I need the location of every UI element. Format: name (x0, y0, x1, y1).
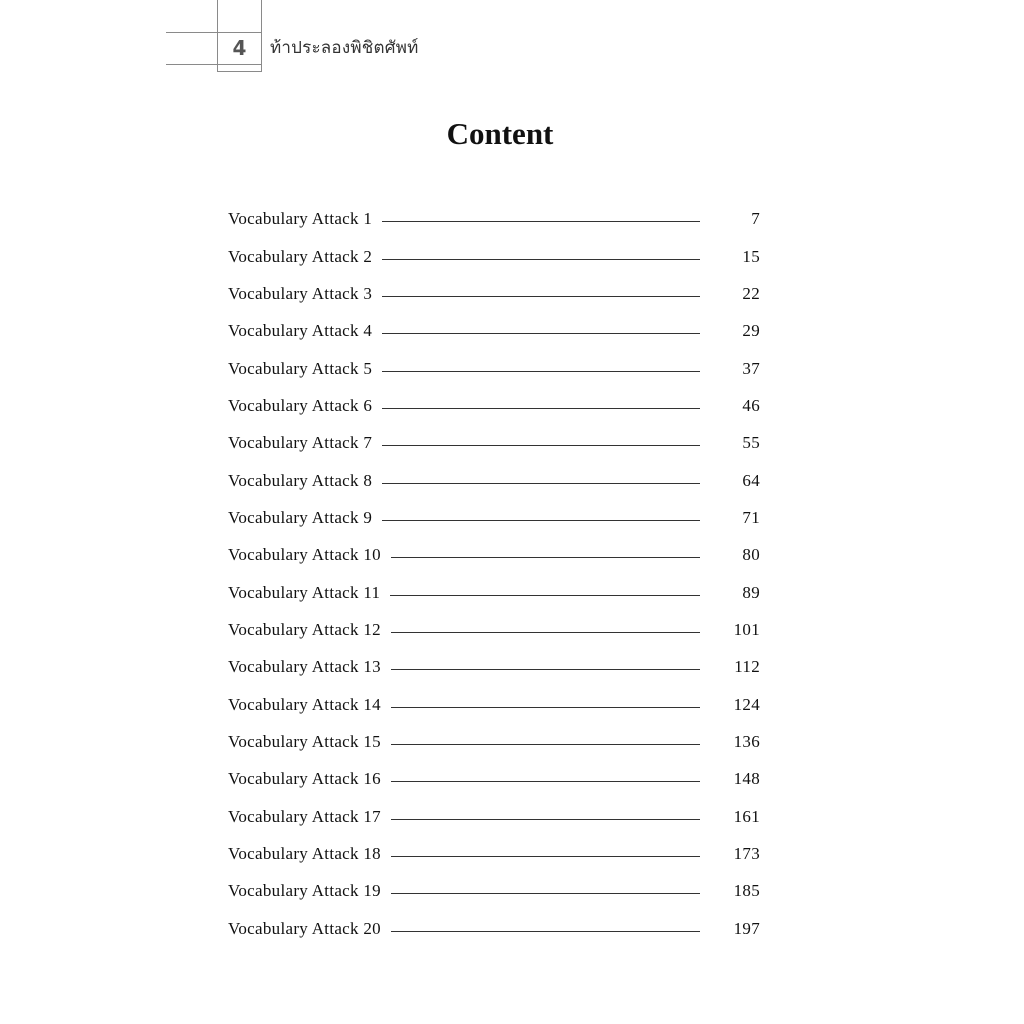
toc-entry-page: 80 (742, 545, 760, 565)
toc-entry-label: Vocabulary Attack 4 (228, 321, 373, 341)
toc-entry-page: 136 (733, 731, 760, 751)
toc-entry-label: Vocabulary Attack 5 (228, 358, 373, 378)
toc-entry-page: 148 (733, 769, 760, 789)
toc-entry-15 (228, 723, 760, 760)
toc-entry-label: Vocabulary Attack 8 (228, 470, 373, 490)
toc-entry-label: Vocabulary Attack 18 (228, 844, 381, 864)
toc-entry-label: Vocabulary Attack 11 (228, 582, 381, 602)
toc-entry-label: Vocabulary Attack 17 (228, 806, 381, 826)
toc-entry-9 (228, 499, 760, 536)
toc-entry-4 (228, 312, 760, 349)
toc-entry-page: 71 (742, 507, 760, 527)
toc-leader-line (391, 856, 700, 857)
toc-leader-line (382, 408, 700, 409)
toc-entry-14 (228, 685, 760, 722)
toc-entry-page: 112 (734, 657, 760, 677)
toc-leader-line (391, 819, 700, 820)
toc-entry-label: Vocabulary Attack 7 (228, 433, 373, 453)
toc-entry-page: 55 (742, 433, 760, 453)
header-box-base (217, 71, 262, 72)
header-rule-bottom (166, 64, 262, 65)
toc-entry-page: 101 (733, 619, 760, 639)
page-title: Content (446, 116, 554, 151)
toc-entry-10 (228, 536, 760, 573)
toc-entry-label: Vocabulary Attack 12 (228, 619, 381, 639)
toc-entry-8 (228, 461, 760, 498)
toc-entry-label: Vocabulary Attack 19 (228, 881, 381, 901)
toc-leader-line (382, 483, 700, 484)
toc-entry-page: 173 (733, 844, 760, 864)
toc-entry-12 (228, 611, 760, 648)
toc-entry-page: 37 (742, 358, 760, 378)
toc-entry-label: Vocabulary Attack 3 (228, 283, 373, 303)
toc-entry-2 (228, 237, 760, 274)
toc-entry-13 (228, 648, 760, 685)
toc-entry-5 (228, 349, 760, 386)
toc-leader-line (391, 669, 700, 670)
toc-entry-page: 29 (742, 321, 760, 341)
toc-leader-line (391, 707, 700, 708)
toc-leader-line (382, 520, 700, 521)
toc-entry-18 (228, 835, 760, 872)
toc-leader-line (382, 333, 700, 334)
toc-entry-page: 64 (742, 470, 760, 490)
running-title: ท้าประลองพิชิตศัพท์ (270, 38, 419, 58)
toc-entry-3 (228, 275, 760, 312)
toc-entry-page: 197 (733, 918, 760, 938)
table-of-contents (228, 200, 760, 947)
toc-entry-11 (228, 573, 760, 610)
toc-leader-line (391, 632, 700, 633)
toc-entry-page: 7 (751, 209, 760, 229)
toc-entry-label: Vocabulary Attack 15 (228, 731, 381, 751)
toc-entry-page: 124 (733, 694, 760, 714)
header-rule-right (261, 0, 262, 72)
toc-entry-19 (228, 872, 760, 909)
toc-leader-line (390, 595, 700, 596)
toc-leader-line (391, 893, 700, 894)
toc-entry-1 (228, 200, 760, 237)
toc-entry-20 (228, 910, 760, 947)
toc-leader-line (391, 781, 700, 782)
toc-entry-label: Vocabulary Attack 10 (228, 545, 381, 565)
page-number: 4 (232, 36, 247, 60)
toc-leader-line (391, 931, 700, 932)
toc-entry-label: Vocabulary Attack 9 (228, 507, 373, 527)
toc-leader-line (391, 744, 700, 745)
toc-entry-page: 89 (742, 582, 760, 602)
running-header (0, 0, 1024, 80)
toc-entry-7 (228, 424, 760, 461)
toc-leader-line (382, 445, 700, 446)
toc-entry-page: 161 (733, 806, 760, 826)
toc-entry-page: 15 (742, 246, 760, 266)
toc-leader-line (382, 221, 700, 222)
toc-leader-line (382, 296, 700, 297)
toc-entry-label: Vocabulary Attack 16 (228, 769, 381, 789)
toc-entry-page: 22 (742, 283, 760, 303)
toc-entry-label: Vocabulary Attack 2 (228, 246, 373, 266)
toc-entry-label: Vocabulary Attack 1 (228, 209, 373, 229)
toc-leader-line (382, 371, 700, 372)
toc-entry-6 (228, 387, 760, 424)
toc-entry-page: 46 (742, 395, 760, 415)
toc-entry-page: 185 (733, 881, 760, 901)
toc-entry-label: Vocabulary Attack 13 (228, 657, 381, 677)
toc-entry-17 (228, 798, 760, 835)
toc-leader-line (382, 259, 700, 260)
toc-entry-label: Vocabulary Attack 6 (228, 395, 373, 415)
toc-leader-line (391, 557, 700, 558)
toc-entry-label: Vocabulary Attack 14 (228, 694, 381, 714)
toc-entry-16 (228, 760, 760, 797)
toc-entry-label: Vocabulary Attack 20 (228, 918, 381, 938)
